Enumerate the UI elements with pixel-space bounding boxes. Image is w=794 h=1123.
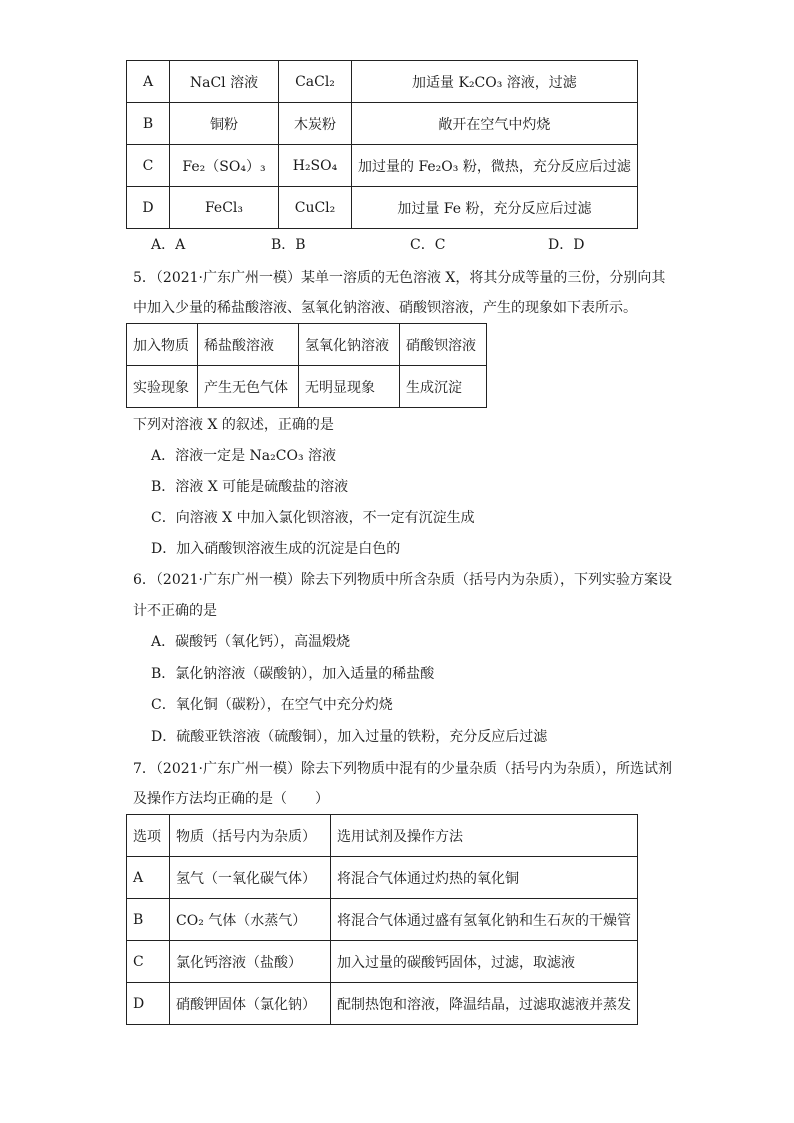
- table-row: [127, 61, 638, 103]
- table-cell: 硝酸钾固体（氯化钠）: [170, 983, 331, 1025]
- table-cell: CO₂ 气体（水蒸气）: [170, 899, 331, 941]
- table-cell: FeCl₃: [170, 187, 279, 229]
- q7-stem-line1: 7．（2021·广东广州一模）除去下列物质中混有的少量杂质（括号内为杂质），所选试剂: [133, 761, 672, 777]
- q5-stem-line2: 中加入少量的稀盐酸溶液、氢氧化钠溶液、硝酸钡溶液，产生的现象如下表所示。: [133, 300, 637, 316]
- q4-choice-d[interactable]: D．D: [548, 237, 585, 253]
- table-row: [127, 103, 638, 145]
- table-cell: H₂SO₄: [279, 145, 352, 187]
- table-header-cell: 物质（括号内为杂质）: [170, 815, 331, 857]
- table-row: [127, 145, 638, 187]
- q5-stem-line1: 5．（2021·广东广州一模）某单一溶质的无色溶液 X，将其分成等量的三份，分别向其: [133, 270, 666, 286]
- table-cell: 加过量的 Fe₂O₃ 粉，微热，充分反应后过滤: [352, 145, 638, 187]
- table-cell: 产生无色气体: [198, 366, 299, 408]
- table-cell: C: [127, 941, 170, 983]
- q4-choice-b[interactable]: B．B: [271, 237, 306, 253]
- table-header-cell: 选项: [127, 815, 170, 857]
- q5-option-a[interactable]: A．溶液一定是 Na₂CO₃ 溶液: [151, 448, 337, 464]
- q6-stem-line1: 6．（2021·广东广州一模）除去下列物质中所含杂质（括号内为杂质），下列实验方案设: [133, 572, 672, 588]
- table-cell: 无明显现象: [299, 366, 400, 408]
- table-cell: 加适量 K₂CO₃ 溶液，过滤: [352, 61, 638, 103]
- table-cell: 稀盐酸溶液: [198, 324, 299, 366]
- table-row: [127, 324, 487, 366]
- table-row: [127, 815, 638, 857]
- table-cell: 生成沉淀: [400, 366, 487, 408]
- table-row: [127, 899, 638, 941]
- q5-option-b[interactable]: B．溶液 X 可能是硫酸盐的溶液: [151, 479, 349, 495]
- table-header-cell: 选用试剂及操作方法: [331, 815, 638, 857]
- q4-choice-a[interactable]: A．A: [151, 237, 186, 253]
- table-cell: 将混合气体通过灼热的氧化铜: [331, 857, 638, 899]
- table-cell: B: [127, 103, 170, 145]
- table-row: [127, 857, 638, 899]
- table-cell: 氢氧化钠溶液: [299, 324, 400, 366]
- q5-table: [126, 323, 487, 408]
- table-cell: B: [127, 899, 170, 941]
- table-cell: A: [127, 61, 170, 103]
- table-cell: 铜粉: [170, 103, 279, 145]
- table-row: [127, 366, 487, 408]
- q6-option-d[interactable]: D．硫酸亚铁溶液（硫酸铜），加入过量的铁粉，充分反应后过滤: [151, 729, 548, 745]
- table-cell: 硝酸钡溶液: [400, 324, 487, 366]
- table-cell: 实验现象: [127, 366, 198, 408]
- table-cell: 配制热饱和溶液，降温结晶，过滤取滤液并蒸发: [331, 983, 638, 1025]
- table-cell: 将混合气体通过盛有氢氧化钠和生石灰的干燥管: [331, 899, 638, 941]
- table-cell: C: [127, 145, 170, 187]
- q6-option-a[interactable]: A．碳酸钙（氧化钙），高温煅烧: [151, 634, 351, 650]
- q4-table: [126, 60, 638, 229]
- q6-stem-line2: 计不正确的是: [133, 603, 217, 619]
- table-cell: 敞开在空气中灼烧: [352, 103, 638, 145]
- table-cell: 加过量 Fe 粉，充分反应后过滤: [352, 187, 638, 229]
- table-cell: 加入物质: [127, 324, 198, 366]
- table-cell: 氢气（一氧化碳气体）: [170, 857, 331, 899]
- table-cell: NaCl 溶液: [170, 61, 279, 103]
- q5-option-c[interactable]: C．向溶液 X 中加入氯化钡溶液，不一定有沉淀生成: [151, 510, 475, 526]
- table-cell: CaCl₂: [279, 61, 352, 103]
- q5-question: 下列对溶液 X 的叙述，正确的是: [133, 417, 334, 433]
- table-cell: A: [127, 857, 170, 899]
- table-row: [127, 983, 638, 1025]
- table-cell: Fe₂（SO₄）₃: [170, 145, 279, 187]
- table-cell: CuCl₂: [279, 187, 352, 229]
- table-cell: 加入过量的碳酸钙固体，过滤，取滤液: [331, 941, 638, 983]
- table-cell: 氯化钙溶液（盐酸）: [170, 941, 331, 983]
- table-cell: D: [127, 983, 170, 1025]
- table-row: [127, 941, 638, 983]
- q6-option-b[interactable]: B．氯化钠溶液（碳酸钠），加入适量的稀盐酸: [151, 666, 435, 682]
- q7-table: [126, 814, 638, 1025]
- q4-choice-c[interactable]: C．C: [410, 237, 446, 253]
- table-row: [127, 187, 638, 229]
- q5-option-d[interactable]: D．加入硝酸钡溶液生成的沉淀是白色的: [151, 541, 401, 557]
- q6-option-c[interactable]: C．氧化铜（碳粉），在空气中充分灼烧: [151, 697, 393, 713]
- table-cell: D: [127, 187, 170, 229]
- table-cell: 木炭粉: [279, 103, 352, 145]
- q7-stem-line2: 及操作方法均正确的是（ ）: [133, 791, 329, 807]
